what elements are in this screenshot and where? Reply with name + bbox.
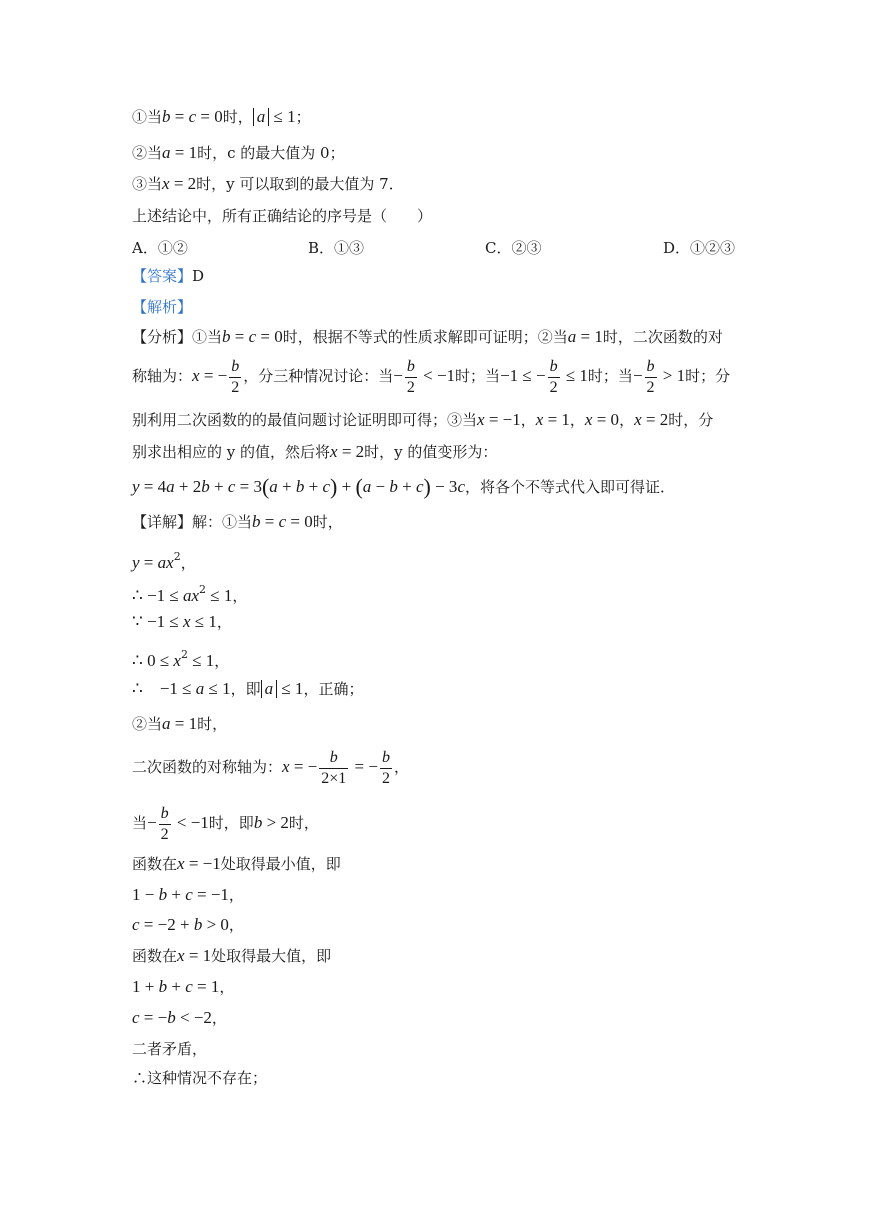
detail-line-9: 当− $\frac{b}{2}$ < −1时，即b > 2时， — [132, 804, 319, 843]
option-c: C．②③ — [485, 239, 542, 257]
detail-line-6: ∴ −1 ≤ a ≤ 1，即 a ≤ 1，正确； — [132, 679, 364, 698]
detail-line-1: 【详解】解：①当b = c = 0时， — [132, 512, 343, 531]
detail-line-4: ∵ −1 ≤ x ≤ 1， — [132, 612, 232, 631]
answer-line — [132, 265, 204, 287]
detail-line-11: 1 − b + c = −1， — [132, 885, 244, 904]
analysis-line-2: 称轴为：x = − $\frac{b}{2}$ ，分三种情况讨论：当− $\frac{b}{2}$ < −1时；当−1 ≤ − $\frac{b}{2}$ ≤ 1时；当− $\frac{b}{2}$ > 1时；分 — [132, 357, 731, 396]
detail-line-17: ∴这种情况不存在； — [132, 1069, 268, 1087]
option-b: B．①③ — [308, 239, 365, 257]
option-d: D．①②③ — [663, 239, 736, 257]
detail-line-2: $y = ax^2$， — [132, 550, 196, 572]
detail-line-13: 函数在x = 1处取得最大值，即 — [132, 946, 332, 965]
conclusion-2: ②当a = 1时，c 的最大值为 0； — [132, 143, 345, 162]
detail-line-8: 二次函数的对称轴为：x = − $\frac{b}{2\times 1}$ = − $\frac{b}{2}$ ， — [132, 748, 409, 787]
detail-line-15: c = −b < −2， — [132, 1008, 227, 1027]
answer-value: D — [192, 267, 205, 285]
detail-line-10: 函数在x = −1处取得最小值，即 — [132, 854, 341, 873]
detail-line-5: ∴ $0 \le x^2 \le 1$， — [132, 648, 230, 670]
detail-line-14: 1 + b + c = 1， — [132, 977, 235, 996]
answer-tag: 【答案】 — [132, 267, 193, 285]
jiexi-tag: 【解析】 — [132, 298, 193, 316]
detail-line-7: ②当a = 1时， — [132, 714, 228, 733]
options-row — [132, 237, 752, 259]
conclusion-3: ③当x = 2时，y 可以取到的最大值为 7． — [132, 174, 404, 193]
analysis-line-3: 别利用二次函数的的最值问题讨论证明即可得；③当x = −1，x = 1，x = 0，x = 2时，分 — [132, 410, 714, 429]
option-a: A．①② — [132, 239, 188, 257]
conclusion-1: ①当b = c = 0时， a ≤ 1； — [132, 107, 311, 126]
question-stem: 上述结论中，所有正确结论的序号是（ ） — [132, 207, 433, 225]
detail-line-16: 二者矛盾， — [132, 1040, 208, 1058]
analysis-line-1: 【分析】①当b = c = 0时，根据不等式的性质求解即可证明；②当a = 1时，二次函数的对 — [132, 327, 723, 346]
detail-line-12: c = −2 + b > 0， — [132, 915, 244, 934]
analysis-line-4: 别求出相应的 y 的值，然后将x = 2时，y 的值变形为： — [132, 442, 498, 461]
detail-line-3: ∴ $-1 \le ax^2 \le 1$， — [132, 583, 248, 605]
analysis-line-5: y = 4a + 2b + c = 3(a + b + c) + (a − b + c) − 3c，将各个不等式代入即可得证． — [132, 474, 675, 499]
